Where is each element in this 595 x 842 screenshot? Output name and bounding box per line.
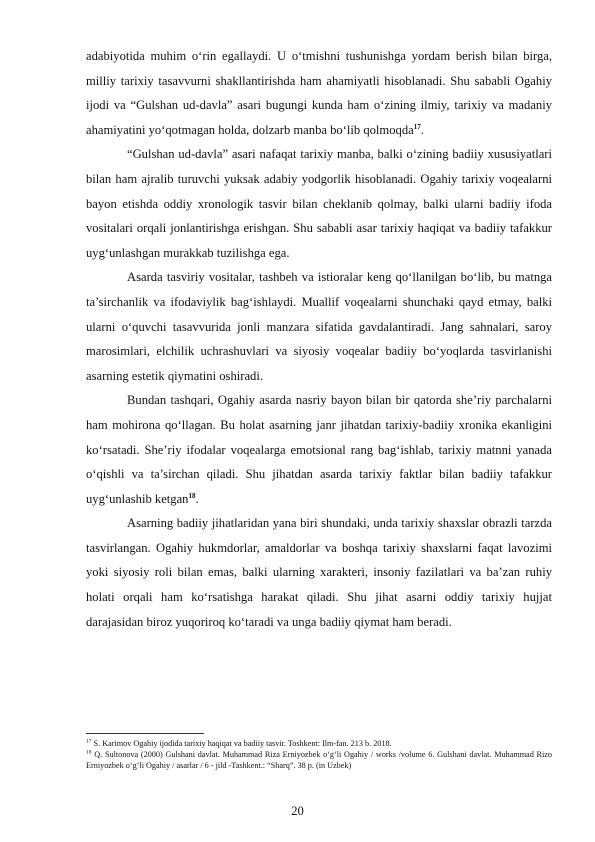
paragraph-4-end: .	[195, 491, 199, 506]
footnote-ref-18: 18	[188, 491, 196, 500]
paragraph-1	[86, 44, 552, 142]
body-text	[86, 44, 552, 634]
paragraph-2	[86, 142, 552, 265]
footnote-17-text: S. Karimov Ogahiy ijodida tarixiy haqiqat va badiiy tasvir. Toshkent: Ilm-fan. 213 b. 2018.	[91, 739, 392, 748]
paragraph-5	[86, 511, 552, 634]
paragraph-4-text: Bundan tashqari, Ogahiy asarda nasriy bayon bilan bir qatorda she’riy parchalarni ham mohirona qo‘llagan. Bu holat asarning janr jihatdan tarixiy-badiiy xronika ekanligini ko‘rsatadi. She’riy ifodalar voqealarga emotsional rang bag‘ishlab, tarixiy matnni yanada o‘qishli va ta’sirchan qiladi. Shu jihatdan asarda tarixiy faktlar bilan badiiy tafakkur uyg‘unlashib ketgan	[86, 393, 552, 506]
paragraph-1-end: .	[420, 122, 424, 137]
footnote-17-number: 17	[86, 738, 92, 745]
footnote-18-text: Q. Sultonova (2000) Gulshani davlat. Muhammad Riza Erniyozbek o‘g‘li Ogahiy / works /volume 6. Gulshani davlat. Muhammad Rizo Erniyozbek o‘g‘li Ogahiy / asarlar / 6 - jild -Tashkent.: “Sharq”. 38 p. (in Uzbek)	[86, 750, 552, 770]
footnote-18-number: 18	[86, 749, 92, 756]
paragraph-4	[86, 388, 552, 511]
footnote-ref-17: 17	[413, 122, 421, 131]
footnote-17	[86, 738, 552, 749]
footnotes	[86, 738, 552, 771]
paragraph-3-text: Asarda tasviriy vositalar, tashbeh va istioralar keng qo‘llanilgan bo‘lib, bu matnga ta’sirchanlik va ifodaviylik bag‘ishlaydi. Muallif voqealarni shunchaki qayd etmay, balki ularni o‘quvchi tasavvurida jonli manzara sifatida gavdalantiradi. Jang sahnalari, saroy marosimlari, elchilik uchrashuvlari va siyosiy voqealar badiiy bo‘yoqlarda tasvirlanishi asarning estetik qiymatini oshiradi.	[86, 270, 552, 383]
page-number: 20	[291, 804, 304, 818]
paragraph-2-text: “Gulshan ud-davla” asari nafaqat tarixiy manba, balki o‘zining badiiy xususiyatlari bilan ham ajralib turuvchi yuksak adabiy yodgorlik hisoblanadi. Ogahiy tarixiy voqealarni bayon etishda oddiy xronologik tasvir bilan cheklanib qolmay, balki ularni badiiy ifoda vositalari orqali jonlantirishga erishgan. Shu sababli asar tarixiy haqiqat va badiiy tafakkur uyg‘unlashgan murakkab tuzilishga ega.	[86, 147, 552, 260]
footnote-divider	[86, 733, 204, 734]
paragraph-3	[86, 265, 552, 388]
footnote-18	[86, 749, 552, 771]
paragraph-5-text: Asarning badiiy jihatlaridan yana biri shundaki, unda tarixiy shaxslar obrazli tarzda tasvirlangan. Ogahiy hukmdorlar, amaldorlar va boshqa tarixiy shaxslarni faqat lavozimi yoki siyosiy roli bilan emas, balki ularning xarakteri, insoniy fazilatlari va ba’zan ruhiy holati orqali ham ko‘rsatishga harakat qiladi. Shu jihat asarni oddiy tarixiy hujjat darajasidan biroz yuqoriroq ko‘taradi va unga badiiy qiymat ham beradi.	[86, 516, 552, 629]
paragraph-1-text: adabiyotida muhim o‘rin egallaydi. U o‘tmishni tushunishga yordam berish bilan birga, milliy tarixiy tasavvurni shakllantirishda ham ahamiyatli hisoblanadi. Shu sababli Ogahiy ijodi va “Gulshan ud-davla” asari bugungi kunda ham o‘zining ilmiy, tarixiy va madaniy ahamiyatini yo‘qotmagan holda, dolzarb manba bo‘lib qolmoqda	[86, 49, 552, 137]
